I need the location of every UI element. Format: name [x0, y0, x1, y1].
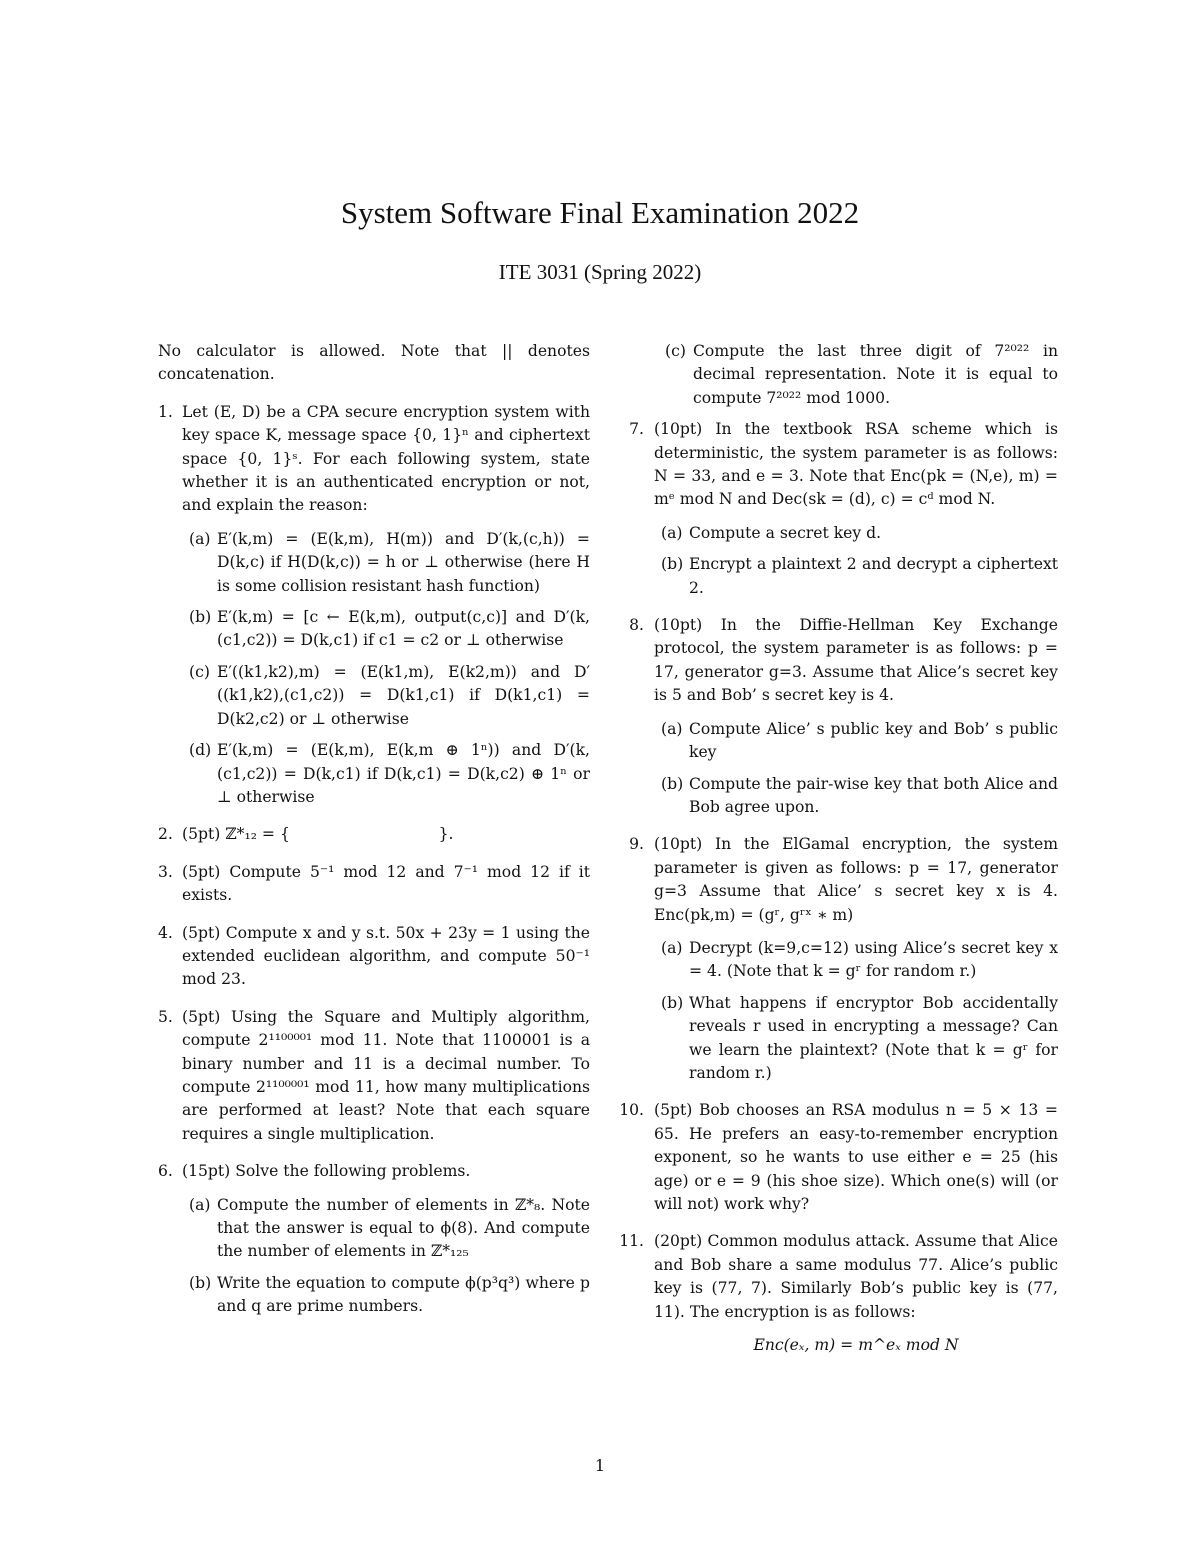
- subquestion-text: E′((k1,k2),m) = (E(k1,m), E(k2,m)) and D′((k1,k2),(c1,c2)) = D(k1,c1) if D(k1,c1) = D(k2,c2) or ⊥ otherwise: [217, 662, 590, 728]
- question-text: (5pt) ℤ*₁₂ = { }.: [182, 825, 454, 844]
- subquestion-text: Decrypt (k=9,c=12) using Alice’s secret key x = 4. (Note that k = gʳ for random r.): [689, 938, 1058, 981]
- course-subtitle: ITE 3031 (Spring 2022): [498, 260, 702, 284]
- subquestion-1c: [182, 661, 590, 731]
- question-text: (10pt) In the ElGamal encryption, the system parameter is given as follows: p = 17, generator g=3 Assume that Alice’ s secret key x is 4. Enc(pk,m) = (gʳ, gʳˣ ∗ m): [654, 835, 1058, 924]
- question-text: (5pt) Compute 5⁻¹ mod 12 and 7⁻¹ mod 12 if it exists.: [182, 862, 590, 905]
- left-column: [158, 340, 590, 1333]
- subquestion-label: (a): [661, 938, 683, 957]
- subquestion-label: (a): [661, 523, 683, 542]
- subquestion-text: Compute Alice’ s public key and Bob’ s public key: [689, 719, 1058, 762]
- subquestion-text: E′(k,m) = [c ← E(k,m), output(c,c)] and D′(k,(c1,c2)) = D(k,c1) if c1 = c2 or ⊥ otherwise: [217, 608, 590, 650]
- subquestion-text: What happens if encryptor Bob accidentally reveals r used in encrypting a message? Can we learn the plaintext? (Note that k = gʳ for random r.): [689, 993, 1058, 1082]
- question-number: 10.: [619, 1101, 644, 1120]
- question-7: [622, 418, 1058, 600]
- question-number: 5.: [158, 1007, 173, 1026]
- page-number: 1: [594, 1456, 606, 1475]
- subquestion-7a: [654, 522, 1058, 545]
- question-text: (10pt) In the Diffie-Hellman Key Exchange protocol, the system parameter is as follows: p = 17, generator g=3. Assume that Alice’s secret key is 5 and Bob’ s secret key is 4.: [654, 616, 1058, 705]
- subquestion-text: Encrypt a plaintext 2 and decrypt a ciphertext 2.: [689, 555, 1058, 597]
- question-text: (20pt) Common modulus attack. Assume that Alice and Bob share a same modulus 77. Alice’s public key is (77, 7). Similarly Bob’s public key is (77, 11). The encryption is as follows:: [654, 1232, 1058, 1321]
- subquestion-label: (b): [189, 608, 212, 627]
- question-number: 6.: [158, 1162, 173, 1181]
- subquestion-7b: [654, 553, 1058, 600]
- subquestion-text: Compute the last three digit of 7²⁰²² in decimal representation. Note it is equal to compute 7²⁰²² mod 1000.: [693, 342, 1058, 407]
- question-5: [158, 1006, 590, 1146]
- subquestion-text: Compute the number of elements in ℤ*₈. Note that the answer is equal to ϕ(8). And compute the number of elements in ℤ*₁₂₅: [217, 1195, 590, 1261]
- question-number: 7.: [629, 420, 644, 439]
- subquestion-list: [182, 528, 590, 809]
- question-list-right: [619, 418, 1058, 1357]
- question-number: 9.: [629, 835, 644, 854]
- question-number: 3.: [158, 862, 173, 881]
- subquestion-label: (c): [665, 342, 686, 360]
- subquestion-label: (b): [661, 993, 684, 1012]
- question-1: [158, 401, 590, 810]
- subquestion-1b: [182, 606, 590, 653]
- question-text: (5pt) Using the Square and Multiply algorithm, compute 2¹¹⁰⁰⁰⁰¹ mod 11. Note that 1100001 is a binary number and 11 is a decimal number. To compute 2¹¹⁰⁰⁰⁰¹ mod 11, how many multiplications are performed at least? Note that each square requires a single multiplication.: [182, 1007, 590, 1143]
- question-11: [619, 1230, 1058, 1357]
- subquestion-9b: [654, 992, 1058, 1086]
- question-2: [158, 823, 590, 846]
- question-text: (5pt) Compute x and y s.t. 50x + 23y = 1 using the extended euclidean algorithm, and compute 50⁻¹ mod 23.: [182, 923, 590, 989]
- subquestion-label: (a): [189, 529, 211, 548]
- subquestion-6c: [658, 340, 1058, 410]
- subquestion-9a: [654, 937, 1058, 984]
- subquestion-1d: [182, 739, 590, 809]
- question-6-continued: [622, 340, 1058, 410]
- subquestion-label: (a): [661, 719, 683, 738]
- subquestion-label: (c): [189, 662, 210, 681]
- question-number: 4.: [158, 923, 173, 942]
- subquestion-label: (b): [189, 1273, 212, 1292]
- right-column: [619, 340, 1058, 1371]
- subquestion-8b: [654, 773, 1058, 820]
- question-8: [622, 614, 1058, 819]
- question-number: 11.: [619, 1232, 644, 1251]
- subquestion-list: [654, 937, 1058, 1085]
- question-text: (15pt) Solve the following problems.: [182, 1162, 471, 1181]
- subquestion-text: E′(k,m) = (E(k,m), E(k,m ⊕ 1ⁿ)) and D′(k,(c1,c2)) = D(k,c1) if D(k,c1) = D(k,c2) ⊕ 1ⁿ or ⊥ otherwise: [217, 741, 590, 806]
- question-text: (5pt) Bob chooses an RSA modulus n = 5 × 13 = 65. He prefers an easy-to-remember encryption exponent, so he wants to use either e = 25 (his age) or e = 9 (his shoe size). Which one(s) will (or will not) work why?: [654, 1101, 1058, 1213]
- question-text: Let (E, D) be a CPA secure encryption system with key space K, message space {0, 1}ⁿ and ciphertext space {0, 1}ˢ. For each following system, state whether it is an authenticated encryption or not, and explain the reason:: [182, 402, 590, 515]
- subquestion-text: E′(k,m) = (E(k,m), H(m)) and D′(k,(c,h)) = D(k,c) if H(D(k,c)) = h or ⊥ otherwise (here H is some collision resistant hash function): [217, 529, 590, 595]
- exam-title: System Software Final Examination 2022: [340, 195, 860, 230]
- question-4: [158, 922, 590, 992]
- subquestion-label: (b): [661, 774, 684, 793]
- subquestion-8a: [654, 718, 1058, 765]
- subquestion-6b: [182, 1272, 590, 1319]
- question-list-left: [158, 401, 590, 1319]
- subquestion-text: Compute the pair-wise key that both Alice and Bob agree upon.: [689, 774, 1058, 816]
- subquestion-label: (d): [189, 741, 212, 760]
- subquestion-text: Compute a secret key d.: [689, 523, 882, 542]
- subquestion-list: [654, 522, 1058, 600]
- subquestion-list: [658, 340, 1058, 410]
- question-3: [158, 861, 590, 908]
- subquestion-6a: [182, 1194, 590, 1264]
- question-10: [619, 1099, 1058, 1216]
- subquestion-label: (b): [661, 555, 684, 574]
- subquestion-text: Write the equation to compute ϕ(p³q³) where p and q are prime numbers.: [217, 1273, 590, 1316]
- subquestion-list: [182, 1194, 590, 1319]
- question-number: 2.: [158, 825, 173, 844]
- question-number: 1.: [158, 402, 173, 421]
- question-9: [622, 833, 1058, 1085]
- question-number: 8.: [629, 616, 644, 635]
- exam-instructions: No calculator is allowed. Note that || denotes concatenation.: [158, 342, 590, 384]
- question-6: [158, 1160, 590, 1318]
- subquestion-1a: [182, 528, 590, 598]
- subquestion-label: (a): [189, 1195, 211, 1214]
- encryption-equation: Enc(eₓ, m) = m^eₓ mod N: [753, 1336, 959, 1355]
- subquestion-list: [654, 718, 1058, 820]
- question-text: (10pt) In the textbook RSA scheme which is deterministic, the system parameter is as follows: N = 33, and e = 3. Note that Enc(pk = (N,e), m) = mᵉ mod N and Dec(sk = (d), c) = cᵈ mod N.: [654, 420, 1058, 509]
